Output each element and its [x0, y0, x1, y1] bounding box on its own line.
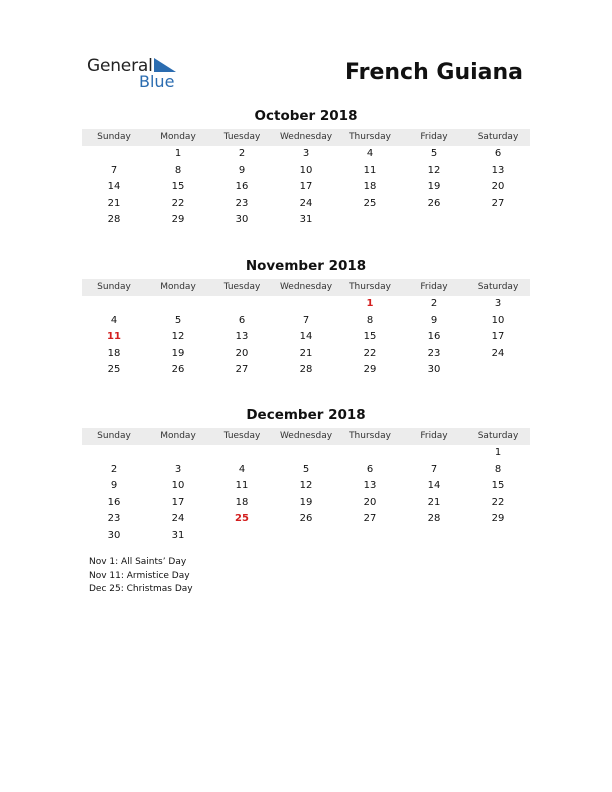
day-cell: 13	[491, 164, 505, 176]
weekday-label: Saturday	[477, 431, 519, 441]
holiday-note: Nov 1: All Saints’ Day	[89, 557, 187, 567]
day-cell: 20	[235, 347, 249, 359]
day-cell: 31	[299, 214, 313, 225]
day-cell: 17	[171, 496, 185, 508]
logo-general-text: General	[87, 56, 153, 76]
empty-day-cell	[338, 445, 402, 462]
day-cell: 30	[427, 364, 441, 375]
day-cell: 5	[302, 463, 310, 475]
weekday-label: Saturday	[477, 282, 519, 292]
day-cell: 8	[174, 164, 182, 176]
day-cell: 16	[427, 331, 441, 342]
day-cell: 9	[238, 164, 246, 176]
day-cell: 13	[235, 331, 249, 342]
day-cell: 22	[363, 347, 377, 359]
day-cell: 25	[363, 197, 377, 209]
day-cell: 18	[107, 347, 121, 359]
logo	[87, 56, 187, 92]
day-cell: 22	[171, 197, 185, 209]
day-cell: 19	[171, 347, 185, 359]
holiday-notes	[89, 556, 193, 597]
day-cell: 9	[110, 480, 118, 491]
day-cell: 3	[302, 148, 310, 159]
weekday-header	[82, 129, 530, 146]
empty-day-cell	[402, 445, 466, 462]
day-cell: 12	[299, 480, 313, 491]
day-cell: 26	[299, 513, 313, 524]
day-cell: 6	[366, 463, 374, 475]
empty-day-cell	[210, 296, 274, 313]
empty-day-cell	[82, 445, 146, 462]
weekday-label: Sunday	[97, 282, 131, 292]
day-cell: 14	[299, 331, 313, 342]
day-cell: 6	[494, 148, 502, 159]
day-cell: 17	[299, 181, 313, 192]
day-cell: 8	[366, 314, 374, 326]
day-cell: 12	[427, 164, 441, 176]
day-cell: 28	[299, 364, 313, 375]
day-cell: 15	[171, 181, 185, 192]
day-cell: 29	[363, 364, 377, 375]
empty-day-cell	[82, 146, 146, 163]
day-cell: 21	[299, 347, 313, 359]
weekday-header	[82, 279, 530, 296]
day-cell: 18	[363, 181, 377, 192]
day-cell: 4	[110, 314, 118, 326]
day-cell: 16	[235, 181, 249, 192]
day-cell: 15	[363, 331, 377, 342]
weekday-label: Thursday	[349, 431, 391, 441]
holiday-day-cell: 11	[107, 331, 121, 342]
weekday-label: Wednesday	[279, 431, 333, 441]
day-cell: 18	[235, 496, 249, 508]
day-cell: 19	[299, 496, 313, 508]
day-cell: 7	[302, 314, 310, 326]
day-cell: 29	[491, 513, 505, 524]
day-cell: 23	[427, 347, 441, 359]
day-cell: 2	[430, 298, 438, 309]
holiday-day-cell: 1	[366, 298, 374, 309]
empty-day-cell	[146, 296, 210, 313]
day-cell: 13	[363, 480, 377, 491]
weekday-label: Monday	[160, 132, 196, 142]
weekday-label: Saturday	[477, 132, 519, 142]
weekday-label: Thursday	[349, 132, 391, 142]
day-cell: 27	[491, 197, 505, 209]
weekday-label: Tuesday	[223, 282, 261, 292]
holiday-day-cell: 25	[235, 513, 249, 524]
day-cell: 15	[491, 480, 505, 491]
day-cell: 1	[174, 148, 182, 159]
day-cell: 29	[171, 214, 185, 225]
logo-triangle-icon	[154, 58, 176, 72]
day-grid	[82, 445, 530, 544]
day-cell: 21	[427, 496, 441, 508]
day-cell: 22	[491, 496, 505, 508]
holiday-note: Dec 25: Christmas Day	[89, 584, 193, 594]
day-cell: 11	[363, 164, 377, 176]
day-cell: 26	[171, 364, 185, 375]
day-cell: 5	[430, 148, 438, 159]
day-cell: 14	[427, 480, 441, 491]
day-cell: 21	[107, 197, 121, 209]
weekday-label: Monday	[160, 431, 196, 441]
month-title: December 2018	[246, 407, 366, 423]
day-cell: 11	[235, 480, 249, 491]
day-cell: 14	[107, 181, 121, 192]
day-cell: 8	[494, 463, 502, 475]
weekday-label: Friday	[420, 132, 448, 142]
month-calendar	[82, 256, 530, 379]
day-cell: 10	[299, 164, 313, 176]
day-grid	[82, 296, 530, 379]
weekday-label: Friday	[420, 431, 448, 441]
day-cell: 24	[171, 513, 185, 524]
day-cell: 28	[427, 513, 441, 524]
day-cell: 20	[363, 496, 377, 508]
day-cell: 6	[238, 314, 246, 326]
empty-day-cell	[274, 445, 338, 462]
day-cell: 27	[235, 364, 249, 375]
month-calendar	[82, 106, 530, 229]
day-cell: 24	[299, 197, 313, 209]
day-cell: 30	[107, 529, 121, 541]
weekday-label: Tuesday	[223, 431, 261, 441]
day-cell: 27	[363, 513, 377, 524]
day-cell: 4	[238, 463, 246, 475]
day-cell: 4	[366, 148, 374, 159]
day-cell: 3	[174, 463, 182, 475]
weekday-header	[82, 428, 530, 445]
day-cell: 2	[110, 463, 118, 475]
weekday-label: Wednesday	[279, 132, 333, 142]
page-title: French Guiana	[344, 60, 523, 85]
day-cell: 24	[491, 347, 505, 359]
empty-day-cell	[274, 296, 338, 313]
day-cell: 9	[430, 314, 438, 326]
weekday-label: Sunday	[97, 132, 131, 142]
day-cell: 5	[174, 314, 182, 326]
day-cell: 16	[107, 496, 121, 508]
day-cell: 10	[491, 314, 505, 326]
weekday-label: Sunday	[97, 431, 131, 441]
day-cell: 23	[235, 197, 249, 209]
logo-blue-text: Blue	[139, 72, 175, 91]
day-cell: 23	[107, 513, 121, 524]
day-cell: 28	[107, 214, 121, 225]
day-cell: 3	[494, 298, 502, 309]
day-cell: 20	[491, 181, 505, 192]
day-cell: 17	[491, 331, 505, 342]
day-cell: 12	[171, 331, 185, 342]
empty-day-cell	[210, 445, 274, 462]
day-cell: 26	[427, 197, 441, 209]
day-grid	[82, 146, 530, 229]
weekday-label: Wednesday	[279, 282, 333, 292]
day-cell: 7	[110, 164, 118, 176]
day-cell: 1	[494, 447, 502, 458]
day-cell: 30	[235, 214, 249, 225]
weekday-label: Thursday	[349, 282, 391, 292]
day-cell: 25	[107, 364, 121, 375]
day-cell: 19	[427, 181, 441, 192]
empty-day-cell	[82, 296, 146, 313]
day-cell: 31	[171, 529, 185, 541]
weekday-label: Tuesday	[223, 132, 261, 142]
month-title: November 2018	[245, 258, 367, 274]
day-cell: 7	[430, 463, 438, 475]
holiday-note: Nov 11: Armistice Day	[89, 570, 190, 581]
weekday-label: Friday	[420, 282, 448, 292]
month-title: October 2018	[254, 108, 358, 124]
empty-day-cell	[146, 445, 210, 462]
day-cell: 10	[171, 480, 185, 491]
weekday-label: Monday	[160, 282, 196, 292]
month-calendar	[82, 405, 530, 544]
day-cell: 2	[238, 148, 246, 159]
